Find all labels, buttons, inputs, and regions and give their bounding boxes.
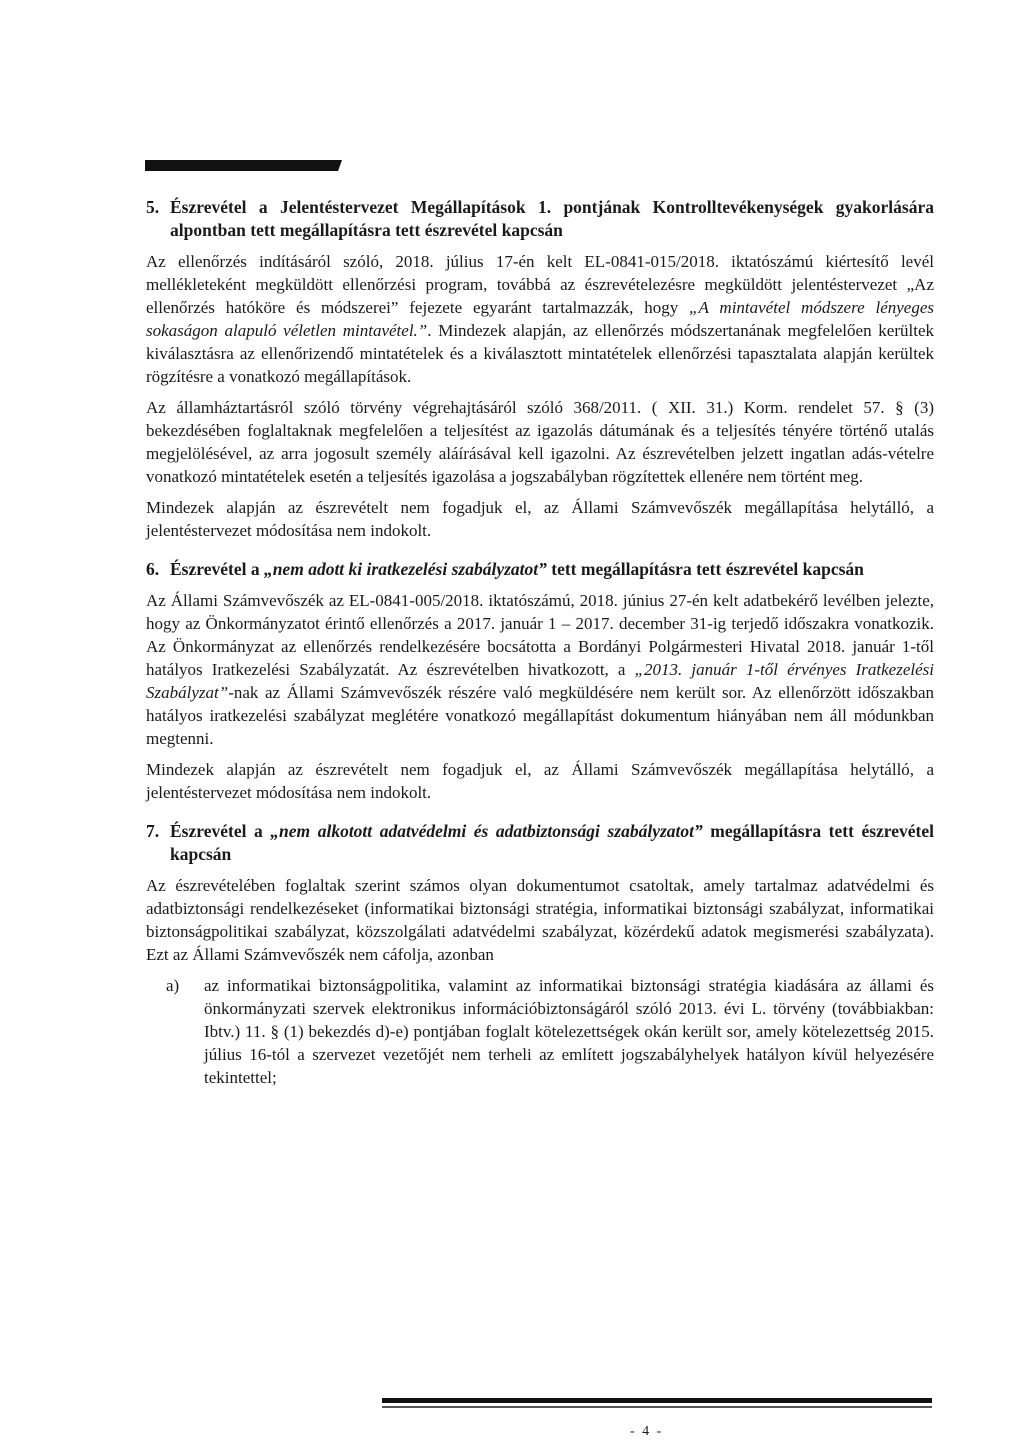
section-6-number: 6.: [146, 559, 160, 579]
paragraph-text: -nak az Állami Számvevőszék részére való megküldésére nem került sor. Az ellenőrzött időszakban hatályos iratkezelési szabályzat meglétére vonatkozó megállapítást dokumentum hiányában nem áll módunkban megtenni.: [146, 683, 934, 748]
list-item-text: az informatikai biztonságpolitika, valamint az informatikai biztonsági stratégia kiadására az állami és önkormányzati szervek elektronikus információbiztonságáról szóló 2013. évi L. törvény (továbbiakban: Ibtv.) 11. § (1) bekezdés d)-e) pontjában foglalt kötelezettségek okán került sor, amely kötelezettség 2015. július 16-tól a szervezet vezetőjét nem terheli az említett jogszabályhelyek hatályon kívül helyezésére tekintettel;: [204, 976, 934, 1087]
section-7-number: 7.: [146, 821, 160, 841]
heading-text: Észrevétel a: [170, 821, 271, 841]
section-6-paragraph-1: [146, 589, 934, 750]
list-item-label: a): [166, 976, 180, 995]
section-7-paragraph-1: Az észrevételében foglaltak szerint számos olyan dokumentumot csatoltak, amely tartalmaz adatvédelmi és adatbiztonsági rendelkezéseket (informatikai biztonsági stratégia, informatikai biztonsági szabályzat, informatikai biztonságpolitikai szabályzat, közszolgálati adatvédelmi szabályzat, közérdekű adatok megismerési szabályzata). Ezt az Állami Számvevőszék nem cáfolja, azonban: [146, 876, 934, 964]
section-6-title: [170, 558, 934, 581]
heading-text: Észrevétel a: [170, 559, 264, 579]
heading-text: megállapításra tett észrevétel kapcsán: [170, 821, 934, 864]
bottom-rule-thin: [382, 1406, 932, 1408]
section-7-title: [170, 820, 934, 866]
heading-text: tett megállapításra tett észrevétel kapcsán: [546, 559, 864, 579]
section-5-paragraph-3: Mindezek alapján az észrevételt nem fogadjuk el, az Állami Számvevőszék megállapítása helytálló, a jelentéstervezet módosítása nem indokolt.: [146, 498, 934, 540]
section-6-paragraph-2: Mindezek alapján az észrevételt nem fogadjuk el, az Állami Számvevőszék megállapítása helytálló, a jelentéstervezet módosítása nem indokolt.: [146, 760, 934, 802]
heading-italic: „nem adott ki iratkezelési szabályzatot”: [263, 559, 547, 579]
italic-quote: „A mintavétel módszere lényeges sokaságon alapuló véletlen mintavétel.”: [146, 298, 934, 340]
paragraph-text: Az Állami Számvevőszék az EL-0841-005/2018. iktatószámú, 2018. június 27-én kelt adatbekérő levélben jelezte, hogy az Önkormányzatot érintő ellenőrzés a 2017. január 1 – 2017. december 31-ig terjedő időszakra vonatkozik. Az Önkormányzat az ellenőrzés rendelkezésére bocsátotta a Bordányi Polgármesteri Hivatal 2018. január 1-től hatályos Iratkezelési Szabályzatát. Az észrevételben hivatkozott, a: [146, 591, 934, 679]
document-body: [146, 196, 934, 1089]
section-5-heading: [146, 196, 934, 242]
section-6-heading: [146, 558, 934, 581]
bottom-rule: [382, 1398, 932, 1403]
section-5-paragraph-1: [146, 250, 934, 388]
paragraph-text: Az ellenőrzés indításáról szóló, 2018. július 17-én kelt EL-0841-015/2018. iktatószámú kiértesítő levél mellékleteként megküldött ellenőrzési program, továbbá az észrevételezésre megküldött jelentéstervezet „Az ellenőrzés hatóköre és módszerei” fejezete egyaránt tartalmazzák, hogy: [146, 252, 934, 317]
top-decorative-rule: [145, 160, 342, 171]
page-number: - 4 -: [630, 1424, 664, 1439]
list-item-a: [166, 974, 934, 1089]
heading-italic: „nem alkotott adatvédelmi és adatbiztonsági szabályzatot”: [270, 821, 703, 841]
italic-quote: „2013. január 1-től érvényes Iratkezelési Szabályzat”: [146, 660, 934, 702]
section-7-heading: [146, 820, 934, 866]
section-5-title: Észrevétel a Jelentéstervezet Megállapítások 1. pontjának Kontrolltevékenységek gyakorlására alpontban tett megállapításra tett észrevétel kapcsán: [170, 197, 934, 240]
section-5-number: 5.: [146, 197, 160, 217]
section-5-paragraph-2: Az államháztartásról szóló törvény végrehajtásáról szóló 368/2011. ( XII. 31.) Korm. rendelet 57. § (3) bekezdésében foglaltaknak megfelelően a teljesítést az igazolás dátumának és a teljesítés tényére történő utalás megjelölésével, az arra jogosult személy aláírásával kell igazolni. Az észrevételben jelzett ingatlan adás-vételre vonatkozó mintatételek esetén a teljesítés igazolása a jogszabályban rögzítettek ellenére nem történt meg.: [146, 398, 934, 486]
paragraph-text: . Mindezek alapján, az ellenőrzés módszertanának megfelelően kerültek kiválasztásra az ellenőrizendő mintatételek és a kiválasztott mintatételek ellenőrzési tapasztalata alapján kerültek rögzítésre a vonatkozó megállapítások.: [146, 321, 934, 386]
